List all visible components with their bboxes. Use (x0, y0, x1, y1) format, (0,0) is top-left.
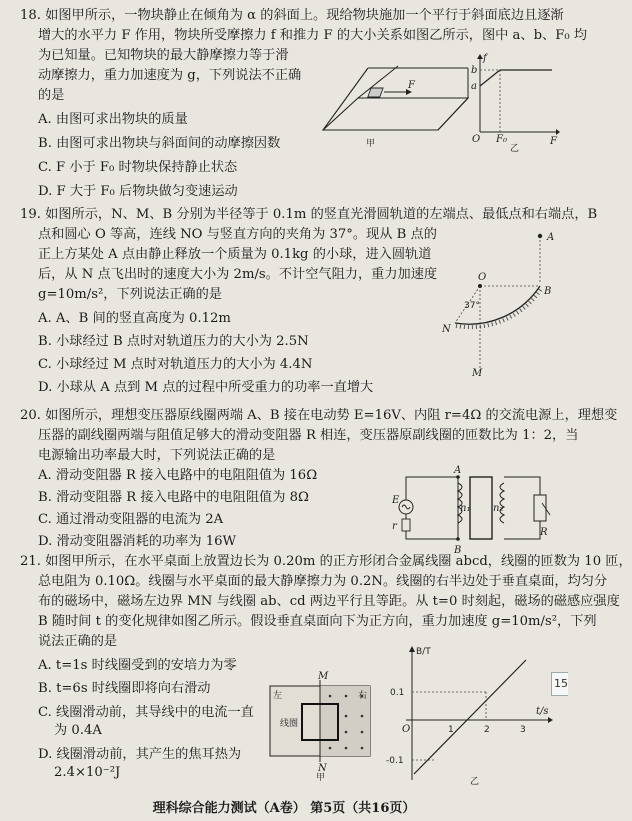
q19-option-a: A. A、B 间的竖直高度为 0.12m (38, 311, 231, 326)
q19-label-a: A (547, 232, 555, 243)
q18-option-c: C. F 小于 F₀ 时物块保持静止状态 (38, 160, 238, 175)
q19-label-angle: 37° (464, 301, 480, 311)
q21-graph-neg: -0.1 (386, 756, 404, 766)
q21-caption-jia: 甲 (316, 773, 326, 783)
q20-label-e: E (392, 495, 400, 506)
q21-caption-yi: 乙 (470, 777, 480, 787)
q20-line-3: 电源输出功率最大时，下列说法正确的是 (38, 448, 276, 463)
q18-force-label: F (408, 80, 415, 91)
q21-line-5: 说法正确的是 (38, 634, 118, 649)
q19-line-2: 点和圆心 O 等高，连线 NO 与竖直方向的夹角为 37°。现从 B 点的 (38, 227, 437, 242)
q20-label-n1: n₁ (460, 503, 471, 514)
q20-option-c: C. 通过滑动变阻器的电流为 2A (38, 512, 224, 527)
q21-graph-pos: 0.1 (390, 688, 405, 698)
q21-figure-coil (268, 672, 374, 782)
q18-line-5: 的是 (38, 88, 65, 103)
q20-option-b: B. 滑动变阻器 R 接入电路中的电阻阻值为 8Ω (38, 490, 309, 505)
q21-line-3: 布的磁场中，磁场左边界 MN 与线圈 ab、cd 两边平行且等距。从 t=0 时刻起，磁场的磁感应强度 (38, 594, 620, 609)
q20-option-d: D. 滑动变阻器消耗的功率为 16W (38, 534, 237, 549)
q19-option-c: C. 小球经过 M 点时对轨道压力的大小为 4.4N (38, 357, 313, 372)
q18-line-1: 18. 如图甲所示，一物块静止在倾角为 α 的斜面上。现给物块施加一个平行于斜面底边且逐渐 (20, 8, 564, 23)
q20-figure-circuit (392, 463, 560, 555)
q18-line-3: 为已知量。已知物块的最大静摩擦力等于滑 (38, 48, 289, 63)
q18-graph-x-label: F (550, 136, 557, 147)
q18-option-b: B. 由图可求出物块与斜面间的动摩擦因数 (38, 136, 281, 151)
page-footer: 理科综合能力测试（A卷） 第5页（共16页） (152, 801, 416, 816)
q21-label-coil: 线圈 (280, 719, 299, 729)
q18-figure-graph (470, 52, 560, 152)
q20-label-n2: n₂ (493, 503, 504, 514)
q21-graph-t2: 2 (484, 725, 490, 735)
q20-line-1: 20. 如图所示，理想变压器原线圈两端 A、B 接在电动势 E=16V、内阻 r=4Ω 的交流电源上，理想变 (20, 408, 618, 423)
q21-graph-t1: 1 (448, 725, 454, 735)
q20-line-2: 压器的副线圈两端与阻值足够大的滑动变阻器 R 相连，变压器原副线圈的匝数比为 1：2，当 (38, 428, 579, 443)
q21-label-left: 左 (273, 691, 283, 701)
q20-label-a: A (454, 465, 462, 476)
q18-option-d: D. F 大于 F₀ 后物块做匀变速运动 (38, 184, 238, 199)
q19-option-b: B. 小球经过 B 点时对轨道压力的大小为 2.5N (38, 334, 309, 349)
q20-label-r: r (392, 521, 397, 532)
q18-graph-origin: O (472, 134, 481, 145)
q19-line-1: 19. 如图所示，N、M、B 分别为半径等于 0.1m 的竖直光滑圆轨道的左端点、最低点和右端点，B (20, 207, 598, 222)
q18-figure-incline (318, 58, 481, 150)
q19-option-d: D. 小球从 A 点到 M 点的过程中所受重力的功率一直增大 (38, 380, 374, 395)
q18-graph-b: b (471, 65, 478, 76)
q20-label-r-load: R (540, 527, 548, 538)
q21-option-c: C. 线圈滑动前，其导线中的电流一直 (38, 705, 254, 720)
q21-graph-x-label: t/s (536, 706, 549, 717)
q18-caption-yi: 乙 (510, 144, 520, 154)
q19-label-m: M (472, 368, 483, 379)
q19-line-4: 后，从 N 点飞出时的速度大小为 2m/s。不计空气阻力，重力加速度 (38, 267, 438, 282)
q21-graph-origin: O (402, 724, 411, 735)
q18-graph-f0: F₀ (496, 134, 507, 145)
q20-label-b: B (454, 545, 462, 556)
q21-line-2: 总电阻为 0.10Ω。线圈与水平桌面的最大静摩擦力为 0.2N。线圈的右半边处于垂直桌面，均匀分 (38, 574, 608, 589)
side-page-tab[interactable]: 15 (551, 672, 568, 696)
q21-label-right: 右 (358, 691, 368, 701)
q18-graph-a: a (471, 81, 477, 92)
q21-option-c-cont: 为 0.4A (54, 723, 102, 738)
q21-option-d: D. 线圈滑动前，其产生的焦耳热为 (38, 747, 242, 762)
q18-line-2: 增大的水平力 F 作用，物块所受摩擦力 f 和推力 F 的大小关系如图乙所示，图中 a、b、F₀ 均 (38, 28, 588, 43)
q21-option-a: A. t=1s 时线圈受到的安培力为零 (38, 658, 237, 673)
q19-label-o: O (478, 272, 487, 283)
q18-graph-y-label: f (483, 53, 487, 64)
q21-option-d-cont: 2.4×10⁻²J (54, 765, 121, 780)
q21-line-4: B 随时间 t 的变化规律如图乙所示。假设垂直桌面向下为正方向，重力加速度 g=10m/s²，下列 (38, 614, 597, 629)
q18-option-a: A. 由图可求出物块的质量 (38, 112, 188, 127)
q20-option-a: A. 滑动变阻器 R 接入电路中的电阻阻值为 16Ω (38, 468, 318, 483)
q21-label-m: M (318, 671, 329, 682)
q19-label-b: B (544, 286, 552, 297)
q19-figure-track (420, 228, 560, 378)
q21-option-b: B. t=6s 时线圈即将向右滑动 (38, 681, 211, 696)
q19-label-n: N (442, 324, 451, 335)
q21-line-1: 21. 如图甲所示，在水平桌面上放置边长为 0.20m 的正方形闭合金属线圈 abcd，线圈的匝数为 10 匝， (20, 554, 632, 569)
q21-graph-t3: 3 (520, 725, 526, 735)
q21-label-n: N (318, 763, 327, 774)
q21-figure-graph (386, 644, 554, 786)
q18-line-4: 动摩擦力，重力加速度为 g，下列说法不正确 (38, 68, 302, 83)
q21-graph-y-label: B/T (416, 647, 431, 657)
q19-line-5: g=10m/s²，下列说法正确的是 (38, 287, 222, 302)
q18-caption-jia: 甲 (366, 139, 376, 149)
q19-line-3: 正上方某处 A 点由静止释放一个质量为 0.1kg 的小球，进入圆轨道 (38, 247, 432, 262)
